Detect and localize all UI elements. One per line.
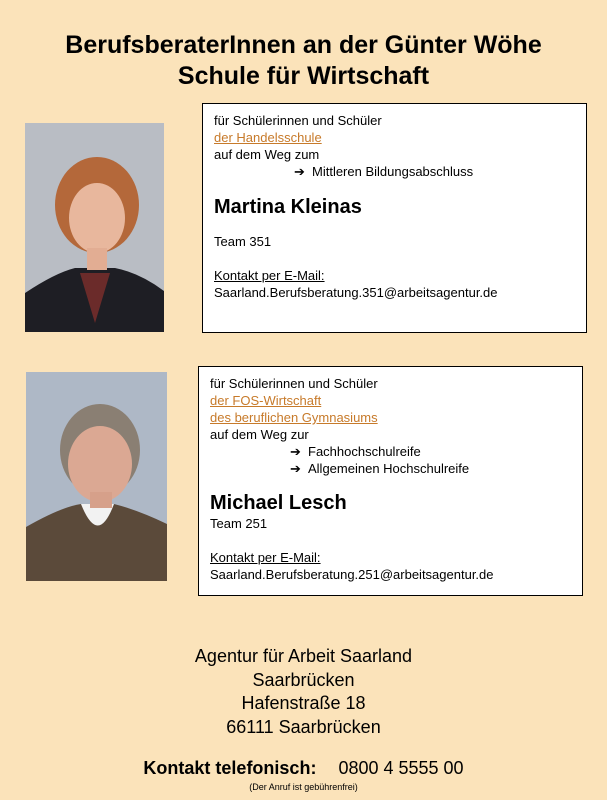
- path-intro-text: auf dem Weg zum: [214, 147, 320, 162]
- audience-text: für Schülerinnen und Schüler: [214, 113, 382, 128]
- goal-label: Fachhochschulreife: [308, 444, 421, 459]
- advisor-card-1: [202, 103, 587, 333]
- email-contact-label: Kontakt per E-Mail:: [214, 268, 325, 283]
- goal-label: Allgemeinen Hochschulreife: [308, 461, 470, 476]
- team-label: Team 351: [214, 234, 272, 249]
- team-label: Team 251: [210, 516, 268, 531]
- goal-item: [214, 163, 576, 180]
- title-line-2: Schule für Wirtschaft: [177, 62, 430, 90]
- arrow-right-icon: ➔: [290, 461, 301, 476]
- advisor-name: Martina Kleinas: [214, 196, 362, 218]
- advisor-name: Michael Lesch: [210, 492, 347, 514]
- advisor-card-2: [198, 366, 583, 596]
- email-contact-label: Kontakt per E-Mail:: [210, 550, 321, 565]
- email-address[interactable]: Saarland.Berufsberatung.351@arbeitsagentur.de: [214, 285, 498, 300]
- agency-name: Agentur für Arbeit Saarland: [194, 646, 413, 666]
- arrow-right-icon: ➔: [290, 444, 301, 459]
- phone-number[interactable]: 0800 4 5555 00: [338, 758, 464, 778]
- school-link-berufliches-gymnasium[interactable]: des beruflichen Gymnasiums: [210, 410, 378, 425]
- advisor-photo-2: [26, 372, 167, 581]
- phone-contact: [0, 758, 607, 779]
- phone-label: Kontakt telefonisch:: [143, 758, 317, 778]
- agency-zip-city: 66111 Saarbrücken: [226, 716, 381, 737]
- page-title: [0, 30, 607, 92]
- audience-text: für Schülerinnen und Schüler: [210, 376, 378, 391]
- agency-street: Hafenstraße 18: [241, 693, 366, 713]
- arrow-right-icon: ➔: [294, 164, 305, 179]
- school-link-fos-wirtschaft[interactable]: der FOS-Wirtschaft: [210, 393, 322, 408]
- phone-note: (Der Anruf ist gebührenfrei): [249, 782, 358, 792]
- goal-label: Mittleren Bildungsabschluss: [312, 164, 474, 179]
- email-address[interactable]: Saarland.Berufsberatung.251@arbeitsagentur.de: [210, 567, 494, 582]
- goal-item: [210, 460, 572, 477]
- agency-address: [0, 645, 607, 739]
- path-intro-text: auf dem Weg zur: [210, 427, 309, 442]
- goal-item: [210, 443, 572, 460]
- advisor-photo-1: [25, 123, 164, 332]
- title-line-1: BerufsberaterInnen an der Günter Wöhe: [65, 31, 542, 59]
- agency-city: Saarbrücken: [252, 669, 355, 690]
- school-link-handelsschule[interactable]: der Handelsschule: [214, 130, 322, 145]
